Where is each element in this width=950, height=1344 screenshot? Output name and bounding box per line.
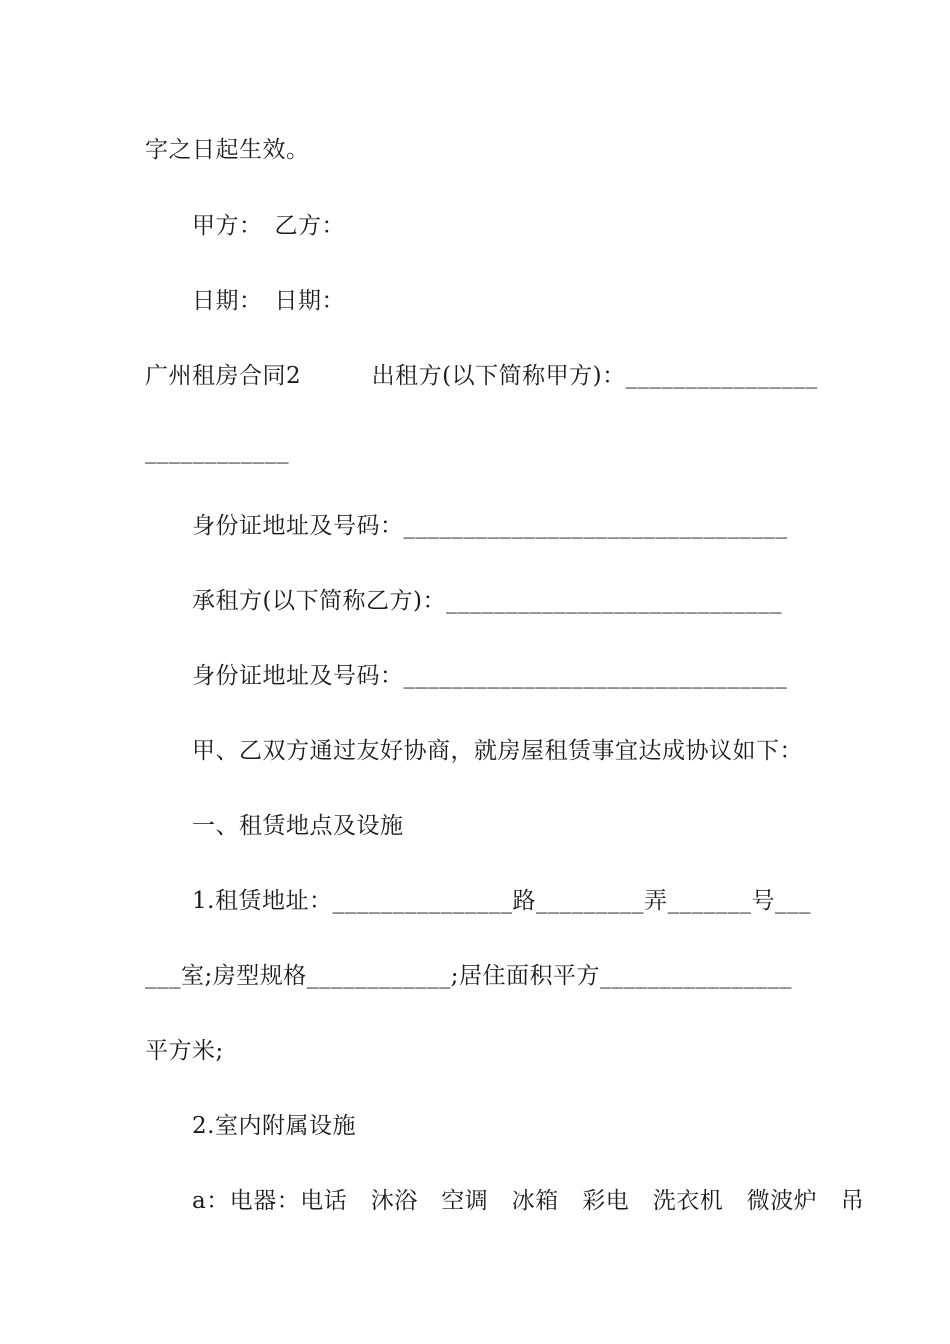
section-heading-location: 一、租赁地点及设施 xyxy=(192,813,404,839)
blank-line: ____________ xyxy=(145,438,289,464)
text-line-area-unit: 平方米; xyxy=(145,1038,224,1064)
text-line-appliances: a：电器：电话 沐浴 空调 冰箱 彩电 洗衣机 微波炉 吊 xyxy=(192,1188,865,1214)
text-line-agreement: 甲、乙双方通过友好协商，就房屋租赁事宜达成协议如下： xyxy=(192,738,803,764)
text-line-facilities-heading: 2.室内附属设施 xyxy=(192,1113,356,1139)
text-line-lessee-id: 身份证地址及号码：________________________________ xyxy=(192,663,788,689)
text-line-address: 1.租赁地址：_______________路_________弄_______号___ xyxy=(192,888,811,914)
text-line-dates: 日期： 日期： xyxy=(192,288,345,314)
text-line-party-signatures: 甲方： 乙方： xyxy=(192,213,345,239)
text-line-lessee: 承租方(以下简称乙方)：____________________________ xyxy=(192,588,782,614)
text-line-effective: 字之日起生效。 xyxy=(145,137,310,163)
contract-title-line: 广州租房合同2 出租方(以下简称甲方)：________________ xyxy=(145,363,818,389)
text-line-lessor-id: 身份证地址及号码：________________________________ xyxy=(192,513,788,539)
text-line-room-spec: ___室;房型规格____________;居住面积平方________________ xyxy=(145,963,792,989)
